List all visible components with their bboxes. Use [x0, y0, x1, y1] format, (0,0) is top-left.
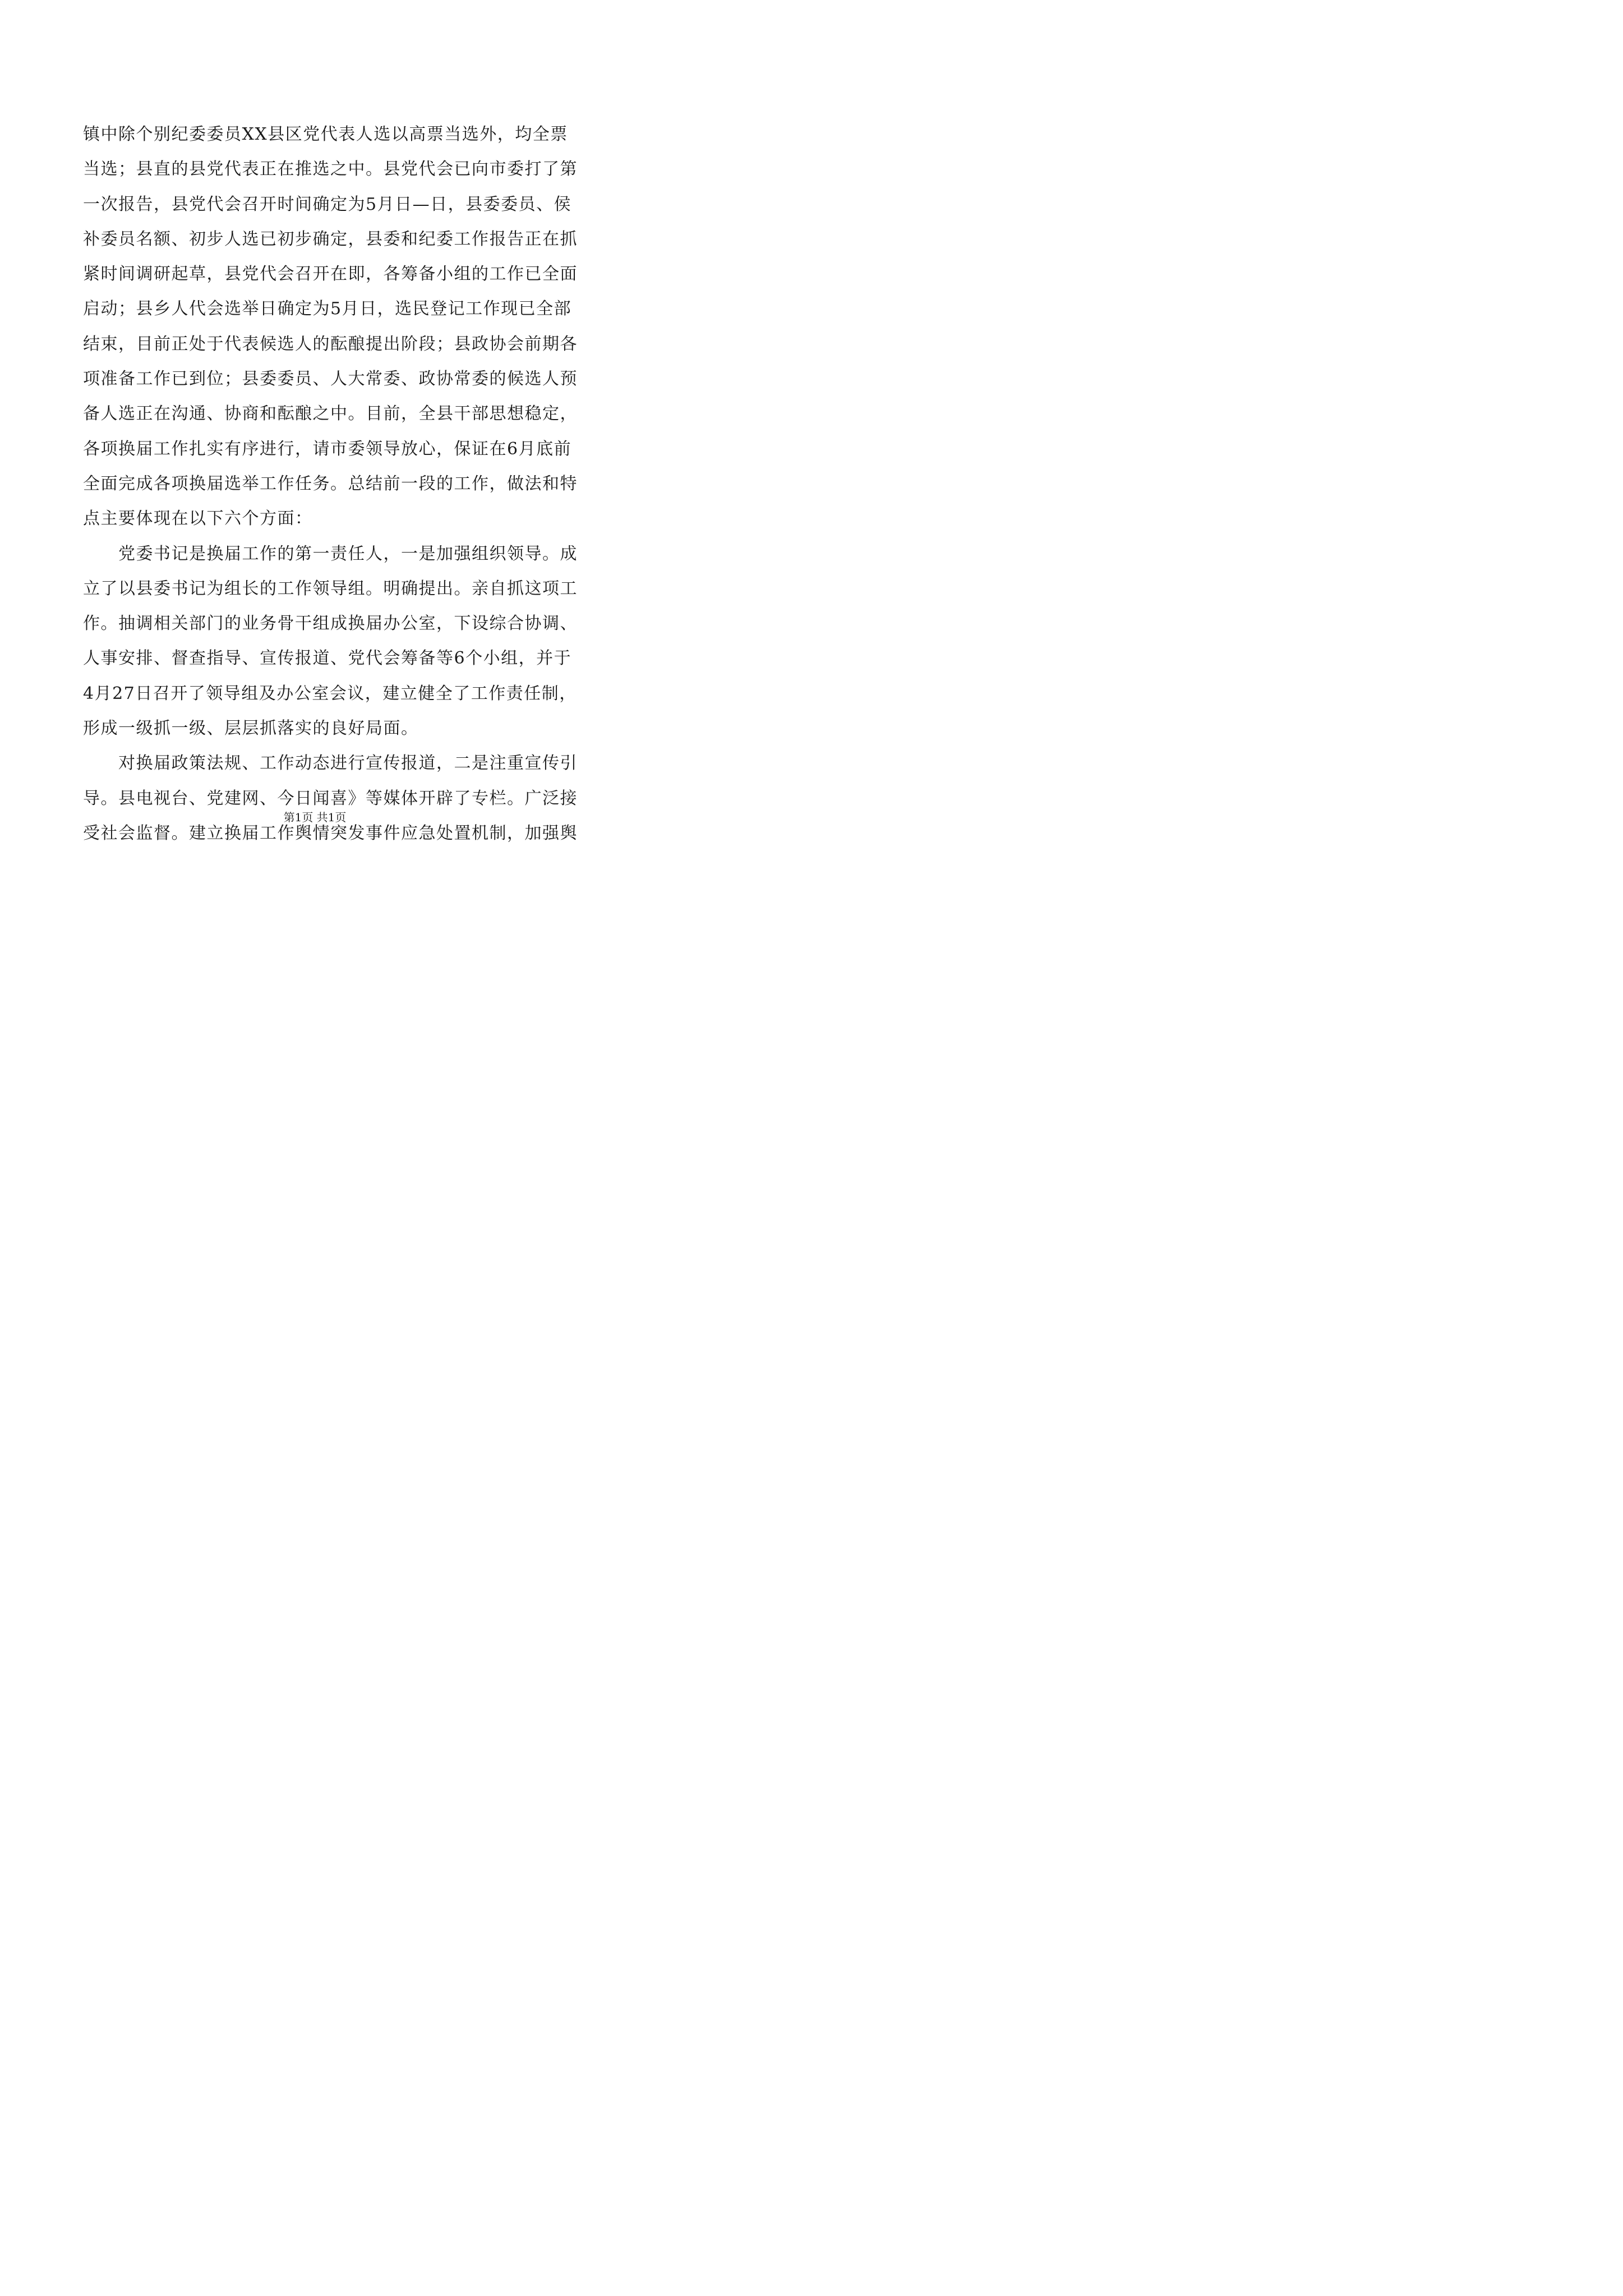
text-line: 全面完成各项换届选举工作任务。总结前一段的工作，做法和特 [83, 473, 578, 494]
text-line: 启动；县乡人代会选举日确定为5月日，选民登记工作现已全部 [83, 299, 572, 319]
text-line: 备人选正在沟通、协商和酝酿之中。目前，全县干部思想稳定， [83, 404, 578, 424]
text-line: 一次报告，县党代会召开时间确定为5月日—日，县委委员、侯 [83, 194, 572, 214]
text-line: 当选；县直的县党代表正在推选之中。县党代会已向市委打了第 [83, 159, 578, 180]
document-page [0, 0, 630, 891]
text-line: 作。抽调相关部门的业务骨干组成换届办公室，下设综合协调、 [83, 614, 578, 634]
paragraph-start-line: 对换届政策法规、工作动态进行宣传报道，二是注重宣传引 [83, 753, 578, 774]
text-line: 镇中除个别纪委委员XX县区党代表人选以高票当选外，均全票 [83, 125, 568, 144]
text-line: 立了以县委书记为组长的工作领导组。明确提出。亲自抓这项工 [83, 578, 578, 599]
text-line: 结束，目前正处于代表候选人的酝酿提出阶段；县政协会前期各 [83, 334, 578, 354]
text-line: 点主要体现在以下六个方面： [83, 509, 313, 529]
text-line: 补委员名额、初步人选已初步确定，县委和纪委工作报告正在抓 [83, 229, 578, 249]
text-line: 导。县电视台、党建网、今日闻喜》等媒体开辟了专栏。广泛接 [83, 788, 578, 808]
page-number-footer: 第1页 共1页 [283, 811, 347, 824]
text-line: 紧时间调研起草，县党代会召开在即，各筹备小组的工作已全面 [83, 264, 578, 284]
text-line: 形成一级抓一级、层层抓落实的良好局面。 [83, 719, 419, 739]
paragraph-start-line: 党委书记是换届工作的第一责任人，一是加强组织领导。成 [83, 544, 578, 564]
text-line: 人事安排、督查指导、宣传报道、党代会筹备等6个小组，并于 [83, 648, 572, 669]
body-text [83, 117, 578, 851]
text-line: 各项换届工作扎实有序进行，请市委领导放心，保证在6月底前 [83, 439, 572, 459]
text-line: 受社会监督。建立换届工作舆情突发事件应急处置机制，加强舆 [83, 823, 578, 843]
text-line: 4月27日召开了领导组及办公室会议，建立健全了工作责任制， [83, 683, 577, 703]
text-line: 项准备工作已到位；县委委员、人大常委、政协常委的候选人预 [83, 369, 578, 389]
